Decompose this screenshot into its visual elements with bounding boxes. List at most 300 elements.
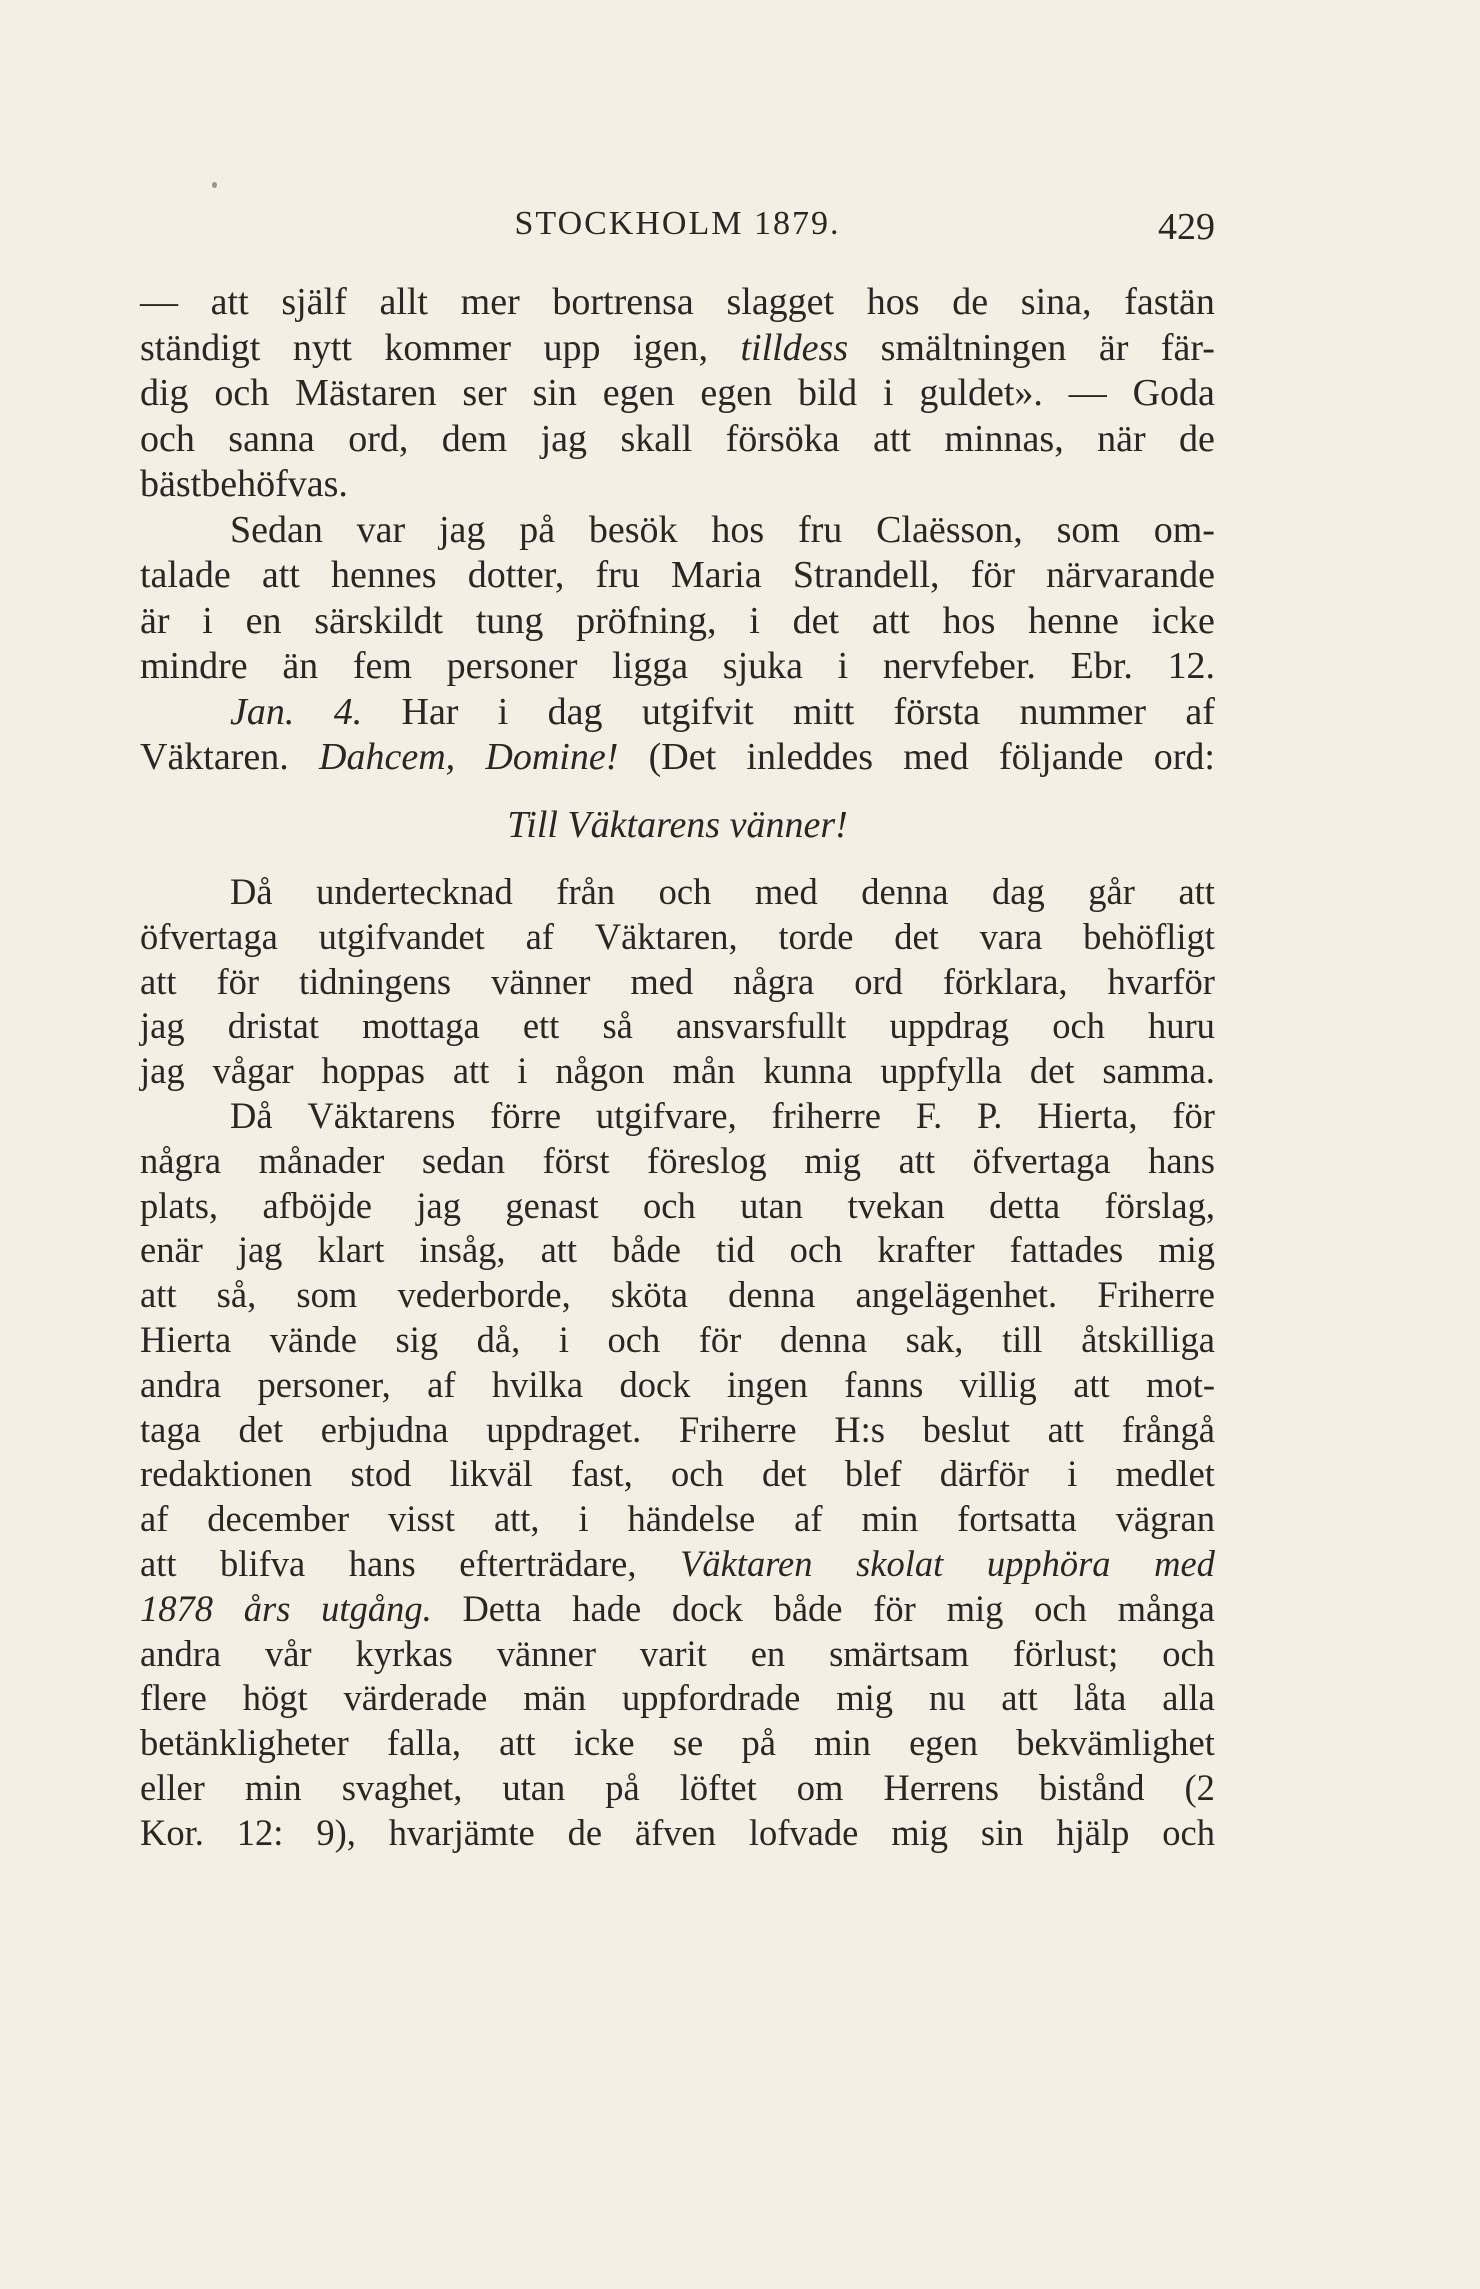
word: Sedan bbox=[230, 508, 323, 551]
word: på bbox=[605, 1766, 640, 1808]
word: vara bbox=[979, 915, 1043, 957]
word: någon bbox=[555, 1050, 645, 1092]
text-line bbox=[140, 1318, 1215, 1363]
word: de bbox=[1179, 417, 1215, 460]
word: Domine! bbox=[485, 736, 619, 778]
word: allt bbox=[379, 281, 428, 323]
text-line bbox=[140, 1542, 1215, 1587]
word: Maria bbox=[670, 554, 762, 596]
word: (Det bbox=[648, 736, 717, 778]
word: jag bbox=[416, 1184, 461, 1226]
word: talade bbox=[140, 554, 231, 596]
word: var bbox=[356, 508, 406, 551]
word: som bbox=[1056, 508, 1120, 551]
page-number: 429 bbox=[1158, 206, 1215, 248]
word: förlust; bbox=[1012, 1632, 1119, 1674]
text-line bbox=[140, 1452, 1215, 1497]
word: insåg, bbox=[419, 1229, 506, 1271]
word: att bbox=[1178, 871, 1215, 912]
word: detta bbox=[989, 1184, 1061, 1226]
word: upp bbox=[543, 326, 601, 369]
word: ständigt bbox=[140, 326, 261, 369]
word: egen bbox=[909, 1722, 979, 1764]
word: angelägenhet. bbox=[855, 1274, 1058, 1316]
word: redaktionen bbox=[140, 1453, 313, 1495]
word: egen bbox=[602, 372, 675, 414]
word: för bbox=[216, 960, 260, 1002]
word: en bbox=[750, 1632, 786, 1674]
word: det bbox=[238, 1408, 284, 1450]
word: och bbox=[214, 372, 270, 414]
word: kunna bbox=[763, 1050, 853, 1092]
word: att bbox=[540, 1229, 578, 1271]
word: det bbox=[1029, 1050, 1075, 1092]
word: personer bbox=[446, 645, 578, 687]
word: ansvarsfullt bbox=[676, 1005, 847, 1047]
word: tung bbox=[475, 599, 544, 642]
word: vår bbox=[264, 1632, 312, 1674]
word: inleddes bbox=[746, 736, 874, 778]
word: mitt bbox=[793, 690, 855, 733]
word: öfvertaga bbox=[972, 1139, 1111, 1181]
word: bistånd bbox=[1039, 1766, 1145, 1808]
word: vände bbox=[269, 1318, 357, 1360]
word: Friherre bbox=[678, 1408, 797, 1450]
word: i bbox=[882, 372, 894, 414]
word: beslut bbox=[922, 1408, 1010, 1450]
text-line bbox=[140, 915, 1215, 960]
word: att bbox=[210, 281, 249, 323]
text-line bbox=[140, 1273, 1215, 1318]
word: taga bbox=[140, 1408, 201, 1450]
word: första bbox=[893, 690, 981, 733]
word: dig bbox=[140, 372, 189, 414]
word: igen, bbox=[633, 326, 708, 369]
word: tilldess bbox=[740, 326, 849, 369]
word: Dahcem, bbox=[319, 736, 456, 778]
word: mig bbox=[836, 1677, 894, 1719]
word: medlet bbox=[1115, 1453, 1215, 1495]
word: med bbox=[630, 960, 694, 1002]
word: Väktaren, bbox=[594, 915, 738, 957]
word: besök bbox=[588, 508, 678, 551]
word: Herrens bbox=[883, 1766, 999, 1808]
word: smärtsam bbox=[829, 1632, 969, 1674]
word: utan bbox=[502, 1766, 566, 1808]
word: hennes bbox=[331, 554, 437, 596]
letter-body bbox=[140, 870, 1215, 1856]
word: Väktaren. bbox=[140, 736, 289, 778]
word: att bbox=[140, 1274, 177, 1316]
word: kommer bbox=[384, 326, 512, 369]
word: kyrkas bbox=[355, 1632, 453, 1674]
word: med bbox=[903, 736, 969, 778]
word: att bbox=[140, 1542, 177, 1584]
word: andra bbox=[140, 1632, 222, 1674]
word: och bbox=[140, 417, 195, 460]
word: och bbox=[1162, 1811, 1215, 1853]
word: 1878 bbox=[140, 1587, 213, 1629]
word: hvarför bbox=[1107, 960, 1215, 1002]
word: icke bbox=[573, 1722, 635, 1764]
word: det bbox=[792, 599, 840, 642]
word: ord, bbox=[348, 417, 409, 460]
word: fastän bbox=[1124, 281, 1215, 323]
word: nervfeber. bbox=[882, 645, 1036, 687]
word: jag bbox=[140, 1050, 185, 1092]
word: och bbox=[658, 871, 712, 912]
word: fru bbox=[595, 554, 640, 596]
word: sin bbox=[980, 1811, 1024, 1853]
word: Väktarens bbox=[307, 1094, 456, 1136]
word: Ebr. bbox=[1070, 645, 1133, 687]
word: Mästaren bbox=[295, 372, 437, 414]
word: på bbox=[519, 508, 556, 551]
word: krafter bbox=[877, 1229, 975, 1271]
word: i bbox=[1067, 1453, 1078, 1495]
word: jag bbox=[540, 417, 588, 460]
word: betänkligheter bbox=[140, 1722, 349, 1764]
word: och bbox=[607, 1318, 661, 1360]
word: bild bbox=[797, 372, 858, 414]
word: några bbox=[140, 1139, 222, 1181]
word: går bbox=[1088, 871, 1135, 912]
word: mindre bbox=[140, 645, 248, 687]
word: min bbox=[861, 1498, 919, 1540]
word: följande bbox=[998, 736, 1124, 778]
word: sanna bbox=[228, 417, 315, 460]
text-line bbox=[140, 1676, 1215, 1721]
word: flere bbox=[140, 1677, 207, 1719]
word: än bbox=[282, 645, 319, 687]
word: de bbox=[567, 1811, 603, 1853]
word: falla, bbox=[386, 1722, 461, 1764]
word: nytt bbox=[292, 326, 352, 369]
word: är bbox=[1098, 326, 1129, 369]
text-line bbox=[140, 1766, 1215, 1811]
word: att bbox=[140, 960, 177, 1002]
ink-spot bbox=[212, 182, 217, 188]
word: utgifvandet bbox=[318, 915, 485, 957]
word: sedan bbox=[421, 1139, 505, 1181]
word: bortrensa bbox=[552, 281, 694, 323]
word: händelse bbox=[627, 1498, 756, 1540]
word: enär bbox=[140, 1229, 203, 1271]
word: likväl bbox=[449, 1453, 533, 1495]
text-line bbox=[140, 644, 1215, 690]
word: för bbox=[698, 1318, 742, 1360]
word: svaghet, bbox=[341, 1766, 463, 1808]
word: sjuka bbox=[722, 645, 803, 687]
word: öfvertaga bbox=[140, 915, 278, 957]
word: om- bbox=[1153, 508, 1215, 551]
text-line bbox=[140, 690, 1215, 736]
word: sin bbox=[532, 372, 577, 414]
word: uppfordrade bbox=[621, 1677, 801, 1719]
word: varit bbox=[639, 1632, 707, 1674]
word: löftet bbox=[679, 1766, 757, 1808]
word: några bbox=[733, 960, 815, 1002]
word: klart bbox=[317, 1229, 385, 1271]
word: Detta bbox=[462, 1587, 542, 1629]
word: i bbox=[558, 1318, 569, 1360]
word: huru bbox=[1148, 1005, 1215, 1047]
word: pröfning, bbox=[576, 599, 717, 642]
word: af bbox=[525, 915, 554, 957]
word: förslag, bbox=[1104, 1184, 1215, 1226]
word: se bbox=[672, 1722, 704, 1764]
word: nummer bbox=[1019, 690, 1147, 733]
word: och bbox=[671, 1453, 724, 1495]
word: nu bbox=[928, 1677, 966, 1719]
text-line bbox=[140, 1004, 1215, 1049]
text-line bbox=[140, 1094, 1215, 1139]
word: ett bbox=[522, 1005, 560, 1047]
word: sig bbox=[395, 1318, 439, 1360]
word: villig bbox=[959, 1363, 1037, 1405]
word: uppdraget. bbox=[486, 1408, 642, 1450]
word: från bbox=[556, 871, 616, 912]
word: tvekan bbox=[847, 1184, 945, 1226]
word: alla bbox=[1162, 1677, 1215, 1719]
word: närvarande bbox=[1046, 554, 1215, 596]
word: när bbox=[1097, 417, 1146, 460]
word: ingen bbox=[726, 1363, 808, 1405]
word: en bbox=[245, 599, 282, 642]
word: att, bbox=[493, 1498, 540, 1540]
word: högt bbox=[242, 1677, 308, 1719]
word: 9), bbox=[316, 1811, 356, 1853]
text-line bbox=[140, 280, 1215, 326]
word: om bbox=[796, 1766, 844, 1808]
word: förre bbox=[490, 1094, 562, 1136]
word: och bbox=[1162, 1632, 1215, 1674]
word: försöka bbox=[725, 417, 840, 460]
word: utgifvare, bbox=[595, 1094, 737, 1136]
word: (2 bbox=[1184, 1766, 1215, 1808]
word: Strandell, bbox=[792, 554, 940, 596]
word: Då bbox=[230, 871, 273, 912]
word: års bbox=[243, 1587, 291, 1629]
word: hos bbox=[711, 508, 765, 551]
word: att bbox=[1047, 1408, 1085, 1450]
word: behöfvas. bbox=[201, 463, 348, 505]
word: denna bbox=[861, 871, 949, 912]
word: frångå bbox=[1121, 1408, 1215, 1450]
word: lofvade bbox=[748, 1811, 859, 1853]
word: erbjudna bbox=[320, 1408, 449, 1450]
word: ligga bbox=[612, 645, 689, 687]
word: mottaga bbox=[362, 1005, 480, 1047]
word: mån bbox=[672, 1050, 736, 1092]
word: hos bbox=[866, 281, 920, 323]
word: 12: bbox=[236, 1811, 284, 1853]
text-line bbox=[140, 870, 1215, 915]
word: fattades bbox=[1009, 1229, 1124, 1271]
word: behöfligt bbox=[1083, 915, 1215, 957]
word: upphöra bbox=[986, 1542, 1111, 1584]
word: — bbox=[140, 281, 178, 323]
word: fär- bbox=[1160, 326, 1215, 369]
word: jag bbox=[140, 1005, 185, 1047]
text-line bbox=[140, 1587, 1215, 1632]
word: vågar bbox=[212, 1050, 294, 1092]
word: Då bbox=[230, 1094, 273, 1136]
word: plats, bbox=[140, 1184, 219, 1226]
word: till bbox=[1001, 1318, 1043, 1360]
word: låta bbox=[1073, 1677, 1127, 1719]
word: utgifvit bbox=[641, 690, 754, 733]
text-line bbox=[140, 508, 1215, 554]
word: att bbox=[873, 417, 912, 460]
word: eller bbox=[140, 1766, 205, 1808]
word: min bbox=[814, 1722, 871, 1764]
word: mig bbox=[946, 1587, 1004, 1629]
word: att bbox=[1001, 1677, 1038, 1719]
word: hos bbox=[942, 599, 996, 642]
letter-heading: Till Väktarens vänner! bbox=[507, 803, 848, 846]
word: i bbox=[202, 599, 213, 642]
word: äfven bbox=[634, 1811, 716, 1853]
word: som bbox=[296, 1274, 358, 1316]
word: dristat bbox=[227, 1005, 319, 1047]
word: ord bbox=[854, 960, 903, 1002]
word: jag bbox=[439, 508, 486, 551]
word: med bbox=[1154, 1542, 1215, 1584]
word: det bbox=[761, 1453, 807, 1495]
text-line bbox=[140, 553, 1215, 599]
text-line bbox=[140, 1721, 1215, 1766]
word: tid bbox=[716, 1229, 755, 1271]
word: denna bbox=[728, 1274, 816, 1316]
word: Friherre bbox=[1097, 1274, 1215, 1316]
word: fanns bbox=[844, 1363, 924, 1405]
word: hans bbox=[348, 1542, 416, 1584]
word: Hierta bbox=[140, 1318, 232, 1360]
word: Claësson, bbox=[876, 508, 1023, 551]
word: då, bbox=[476, 1318, 521, 1360]
word: vänner bbox=[496, 1632, 597, 1674]
word: min bbox=[244, 1766, 302, 1808]
word: mig bbox=[891, 1811, 948, 1853]
word: dag bbox=[547, 690, 603, 733]
word: vederborde, bbox=[397, 1274, 571, 1316]
word: sak, bbox=[905, 1318, 964, 1360]
paragraph-1 bbox=[140, 280, 1215, 508]
word: så, bbox=[216, 1274, 257, 1316]
word: att bbox=[1073, 1363, 1110, 1405]
word: sköta bbox=[610, 1274, 688, 1316]
word: dock bbox=[671, 1587, 743, 1629]
word: på bbox=[741, 1722, 776, 1764]
word: i bbox=[837, 645, 849, 687]
word: december bbox=[207, 1498, 350, 1540]
word: att bbox=[452, 1050, 490, 1092]
running-title: STOCKHOLM 1879. bbox=[514, 205, 841, 242]
word: först bbox=[542, 1139, 610, 1181]
word: skall bbox=[620, 417, 693, 460]
word: ser bbox=[462, 372, 507, 414]
text-line bbox=[140, 1139, 1215, 1184]
word: hoppas bbox=[321, 1050, 425, 1092]
word: åtskilliga bbox=[1081, 1318, 1215, 1360]
word: uppdrag bbox=[889, 1005, 1010, 1047]
word: blef bbox=[844, 1453, 902, 1495]
word: bekvämlighet bbox=[1016, 1722, 1215, 1764]
word: och bbox=[789, 1229, 843, 1271]
word: utan bbox=[740, 1184, 804, 1226]
word: många bbox=[1117, 1587, 1215, 1629]
word: 4. bbox=[333, 690, 363, 733]
word: att bbox=[871, 599, 910, 642]
word: guldet». bbox=[919, 372, 1043, 414]
word: friherre bbox=[771, 1094, 881, 1136]
word: Kor. bbox=[140, 1811, 204, 1853]
word: de bbox=[952, 281, 989, 323]
word: mer bbox=[460, 281, 520, 323]
word: hvarjämte bbox=[388, 1811, 535, 1853]
word: af bbox=[427, 1363, 456, 1405]
word: Goda bbox=[1132, 372, 1215, 414]
word: särskildt bbox=[314, 599, 444, 642]
word: stod bbox=[350, 1453, 412, 1495]
word: tidningens bbox=[299, 960, 452, 1002]
word: mot- bbox=[1146, 1363, 1215, 1405]
word: både bbox=[612, 1229, 682, 1271]
word: — bbox=[1068, 372, 1107, 414]
word: jag bbox=[237, 1229, 283, 1271]
text-line bbox=[140, 1408, 1215, 1453]
word: för bbox=[873, 1587, 916, 1629]
word: det bbox=[894, 915, 939, 957]
word: bäst bbox=[140, 463, 202, 505]
word: hade bbox=[572, 1587, 642, 1629]
word: med bbox=[754, 871, 818, 912]
word: är bbox=[140, 599, 170, 642]
word: och bbox=[643, 1184, 696, 1226]
text-line bbox=[140, 599, 1215, 645]
paragraph-2 bbox=[140, 508, 1215, 781]
word: mig bbox=[1158, 1229, 1215, 1271]
text-line bbox=[140, 417, 1215, 463]
word: egen bbox=[700, 372, 773, 414]
word: ord: bbox=[1153, 736, 1215, 778]
word: skolat bbox=[856, 1542, 944, 1584]
word: fru bbox=[797, 508, 843, 551]
word: P. bbox=[977, 1094, 1003, 1136]
word: förklara, bbox=[942, 960, 1068, 1002]
word: af bbox=[794, 1498, 823, 1540]
word: själf bbox=[281, 281, 347, 323]
word: utgång. bbox=[321, 1587, 432, 1629]
word: fortsatta bbox=[957, 1498, 1077, 1540]
word: dotter, bbox=[467, 554, 565, 596]
word: och bbox=[1034, 1587, 1087, 1629]
text-line bbox=[140, 462, 1215, 508]
word: vänner bbox=[491, 960, 591, 1002]
word: uppfylla bbox=[880, 1050, 1002, 1092]
word: dem bbox=[441, 417, 508, 460]
word: hvilka bbox=[491, 1363, 584, 1405]
word: smältningen bbox=[880, 326, 1067, 369]
text-line bbox=[140, 1049, 1215, 1094]
word: fast, bbox=[570, 1453, 633, 1495]
word: att bbox=[261, 554, 300, 596]
text-line bbox=[140, 1632, 1215, 1677]
text-line bbox=[140, 326, 1215, 372]
word: Väktaren bbox=[680, 1542, 813, 1584]
word: därför bbox=[939, 1453, 1029, 1495]
